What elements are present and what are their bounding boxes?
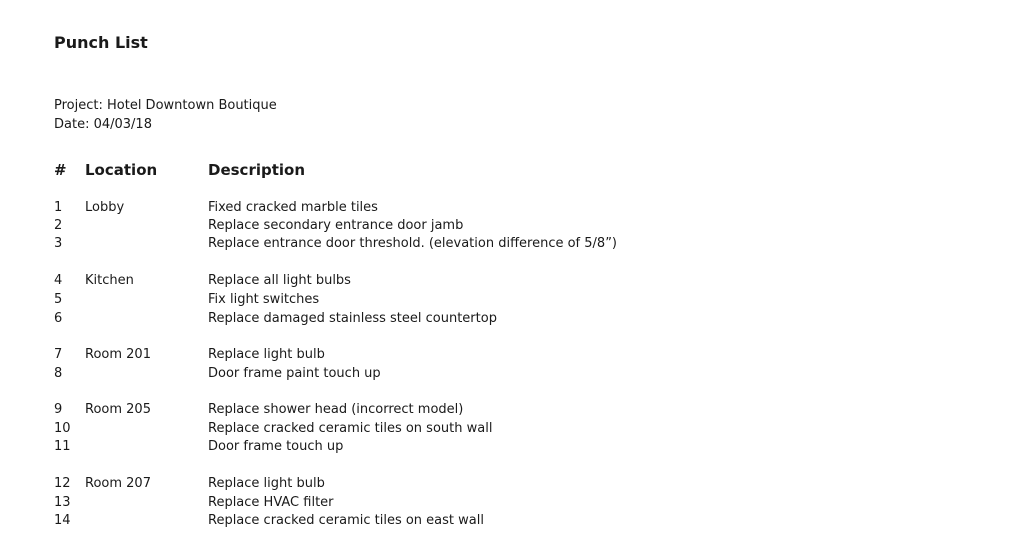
- item-number: 13: [54, 495, 71, 510]
- column-header-description: Description: [208, 161, 306, 179]
- page-title: Punch List: [54, 33, 148, 52]
- item-description: Door frame paint touch up: [208, 366, 381, 381]
- item-number: 1: [54, 200, 63, 215]
- project-name: Project: Hotel Downtown Boutique: [54, 98, 277, 113]
- item-number: 4: [54, 273, 63, 288]
- item-number: 12: [54, 476, 71, 491]
- item-description: Fix light switches: [208, 292, 320, 307]
- item-number: 2: [54, 218, 63, 233]
- item-number: 6: [54, 311, 63, 326]
- column-header-number: #: [54, 161, 67, 179]
- item-number: 14: [54, 513, 71, 528]
- item-description: Replace damaged stainless steel countertop: [208, 311, 497, 326]
- item-location: Kitchen: [85, 273, 134, 288]
- table-row: [0, 438, 1024, 456]
- table-row: [0, 494, 1024, 512]
- item-description: Replace shower head (incorrect model): [208, 402, 464, 417]
- item-description: Replace all light bulbs: [208, 273, 351, 288]
- table-row: [0, 365, 1024, 383]
- document-date: Date: 04/03/18: [54, 117, 152, 132]
- item-location: Room 201: [85, 347, 151, 362]
- item-number: 11: [54, 439, 71, 454]
- item-location: Room 205: [85, 402, 151, 417]
- item-description: Replace secondary entrance door jamb: [208, 218, 464, 233]
- item-location: Room 207: [85, 476, 151, 491]
- item-description: Replace cracked ceramic tiles on east wall: [208, 513, 484, 528]
- item-description: Replace HVAC filter: [208, 495, 334, 510]
- table-row: [0, 199, 1024, 217]
- table-row: [0, 475, 1024, 493]
- item-description: Fixed cracked marble tiles: [208, 200, 378, 215]
- item-description: Replace light bulb: [208, 476, 325, 491]
- table-row: [0, 235, 1024, 253]
- column-header-location: Location: [85, 161, 158, 179]
- table-row: [0, 217, 1024, 235]
- item-number: 8: [54, 366, 63, 381]
- item-number: 7: [54, 347, 63, 362]
- item-number: 9: [54, 402, 63, 417]
- item-number: 10: [54, 421, 71, 436]
- item-description: Replace cracked ceramic tiles on south wall: [208, 421, 493, 436]
- table-row: [0, 291, 1024, 309]
- table-row: [0, 346, 1024, 364]
- item-description: Door frame touch up: [208, 439, 344, 454]
- table-row: [0, 420, 1024, 438]
- item-location: Lobby: [85, 200, 125, 215]
- item-description: Replace light bulb: [208, 347, 325, 362]
- table-row: [0, 272, 1024, 290]
- item-number: 5: [54, 292, 63, 307]
- table-row: [0, 512, 1024, 530]
- table-row: [0, 310, 1024, 328]
- item-description: Replace entrance door threshold. (elevation difference of 5/8”): [208, 236, 617, 251]
- table-row: [0, 401, 1024, 419]
- item-number: 3: [54, 236, 63, 251]
